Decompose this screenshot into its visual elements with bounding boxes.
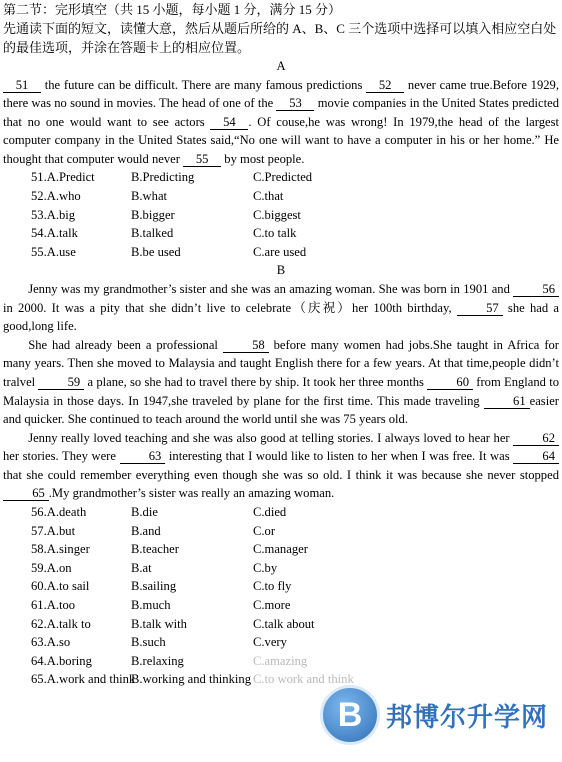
option-c[interactable]: C.that	[253, 189, 284, 204]
section-header: 第二节：完形填空（共 15 小题，每小题 1 分，满分 15 分）	[3, 2, 342, 17]
option-a-label: A.death	[46, 505, 87, 520]
question-number: 56.	[31, 505, 47, 520]
passage-b-p2-text-4: easier and quicker. She continued to teach around the world until she was 75 years old.	[3, 393, 559, 427]
question-number: 52.	[31, 189, 47, 204]
passage-b-p3-text-3: that she could remember everything even though she was so old. I think it was because she never stopped	[3, 467, 559, 482]
option-b[interactable]: B.Predicting	[131, 170, 195, 185]
blank-54[interactable]: 54	[210, 115, 248, 130]
option-row	[3, 559, 559, 578]
passage-b-paragraph-3	[3, 429, 559, 503]
blank-57[interactable]: 57	[457, 301, 503, 316]
option-a-label: A.talk to	[46, 616, 91, 631]
passage-b-p1-text-0: Jenny was my grandmother’s sister and she was an amazing woman. She was born in 1901 and	[28, 281, 510, 296]
option-a-label: A.too	[46, 598, 76, 613]
option-b[interactable]: B.sailing	[131, 579, 177, 594]
question-number: 55.	[31, 244, 47, 259]
passage-b-p2-text-3: from England to Malaysia in those days. In 1947,she traveled by plane for the first time. This made traveling	[3, 374, 560, 408]
option-c[interactable]: C.biggest	[253, 207, 301, 222]
option-b[interactable]: B.what	[131, 189, 168, 204]
watermark-logo-icon: B	[320, 685, 380, 745]
blank-53[interactable]: 53	[276, 96, 314, 111]
passage-a-text-1: never came true.Before 1929, there was no sound in movies. The head of one of the	[3, 77, 560, 111]
option-a-label: A.who	[46, 189, 81, 204]
passage-a-text-4: by most people.	[224, 151, 305, 166]
option-a[interactable]	[31, 540, 131, 559]
option-a[interactable]	[31, 615, 131, 634]
question-number: 59.	[31, 560, 47, 575]
option-c[interactable]: C.by	[253, 560, 278, 575]
passage-a-text-3: . Of couse,he was wrong! In 1979,the head of the largest computer company in the United States said,“No one will want to have a computer in his or her home.” He thought that computer would never	[3, 114, 559, 166]
option-row	[3, 224, 559, 243]
option-c[interactable]: C.to talk	[253, 226, 297, 241]
option-a[interactable]	[31, 633, 131, 652]
option-b[interactable]: B.die	[131, 505, 158, 520]
option-b[interactable]: B.bigger	[131, 207, 175, 222]
watermark	[320, 685, 548, 745]
option-a[interactable]	[31, 559, 131, 578]
option-row	[3, 577, 559, 596]
option-a[interactable]	[31, 206, 131, 225]
passage-b-p3-text-4: .My grandmother’s sister was really an amazing woman.	[48, 486, 335, 501]
instructions: 先通读下面的短文，读懂大意，然后从题后所给的 A、B、C 三个选项中选择可以填入相应空白处的最佳选项，并涂在答题卡上的相应位置。	[3, 21, 557, 55]
option-a-label: A.talk	[46, 226, 78, 241]
option-b[interactable]: B.talk with	[131, 616, 187, 631]
option-b[interactable]: B.teacher	[131, 542, 179, 557]
document-page	[3, 0, 559, 689]
option-row	[3, 522, 559, 541]
option-a-label: A.but	[46, 523, 76, 538]
passage-b-paragraph-2	[3, 336, 559, 429]
question-number: 63.	[31, 635, 47, 650]
passage-b-p1-text-2: she had a good,long life.	[3, 300, 560, 334]
option-a-label: A.boring	[46, 653, 92, 668]
watermark-text: 邦博尔升学网	[385, 702, 548, 733]
option-c[interactable]: C.more	[253, 598, 291, 613]
option-a-label: A.big	[46, 207, 76, 222]
blank-58[interactable]: 58	[223, 338, 269, 353]
option-a-label: A.Predict	[46, 170, 95, 185]
blank-51[interactable]: 51	[3, 78, 41, 93]
option-row	[3, 243, 559, 262]
option-a[interactable]	[31, 652, 131, 671]
option-b[interactable]: B.at	[131, 560, 152, 575]
passage-b-p3-text-0: Jenny really loved teaching and she was also good at telling stories. I always loved to hear her	[28, 430, 510, 445]
option-a[interactable]	[31, 243, 131, 262]
blank-64[interactable]: 64	[513, 449, 559, 464]
option-row	[3, 168, 559, 187]
question-number: 60.	[31, 579, 47, 594]
passage-b-p3-text-2: interesting that I would like to listen to her when I was free. It was	[168, 449, 510, 464]
option-c[interactable]: C.manager	[253, 542, 308, 557]
option-c[interactable]: C.to work and think	[253, 672, 354, 687]
option-row	[3, 206, 559, 225]
question-number: 57.	[31, 523, 47, 538]
question-number: 54.	[31, 226, 47, 241]
option-c[interactable]: C.amazing	[253, 653, 308, 668]
option-row	[3, 540, 559, 559]
option-b[interactable]: B.relaxing	[131, 653, 184, 668]
blank-52[interactable]: 52	[366, 78, 404, 93]
passage-b-p3-text-1: her stories. They were	[3, 449, 116, 464]
option-a-label: A.use	[46, 244, 76, 259]
option-a-label: A.work and think	[46, 672, 136, 687]
option-a[interactable]	[31, 522, 131, 541]
option-row	[3, 187, 559, 206]
blank-65[interactable]: 65	[3, 486, 49, 501]
question-number: 62.	[31, 616, 47, 631]
option-a[interactable]	[31, 168, 131, 187]
passage-a-text-2: movie companies in the United States predicted that no one would want to see actors	[3, 96, 559, 129]
passage-a-options	[3, 168, 559, 261]
question-number: 58.	[31, 542, 47, 557]
option-c[interactable]: C.are used	[253, 244, 307, 259]
option-a-label: A.so	[46, 635, 71, 650]
option-a[interactable]	[31, 224, 131, 243]
option-b[interactable]: B.such	[131, 635, 166, 650]
option-row	[3, 615, 559, 634]
passage-b-p1-text-1: in 2000. It was a pity that she didn’t live to celebrate（庆祝）her 100th birthday,	[3, 300, 452, 315]
option-a[interactable]	[31, 596, 131, 615]
option-a-label: A.singer	[46, 542, 90, 557]
option-c[interactable]: C.or	[253, 523, 276, 538]
passage-b-title: B	[276, 263, 286, 278]
blank-55[interactable]: 55	[183, 152, 221, 167]
passage-a-text	[3, 76, 559, 169]
option-a[interactable]	[31, 577, 131, 596]
blank-62[interactable]: 62	[513, 431, 559, 446]
question-number: 53.	[31, 207, 47, 222]
blank-63[interactable]: 63	[120, 449, 166, 464]
passage-a-title: A	[276, 59, 286, 73]
option-a[interactable]	[31, 187, 131, 206]
option-c[interactable]: C.died	[253, 505, 287, 520]
blank-60[interactable]: 60	[427, 375, 473, 390]
passage-b-p2-text-0: She had already been a professional	[28, 337, 218, 352]
blank-56[interactable]: 56	[513, 282, 559, 297]
passage-b-options	[3, 503, 559, 689]
option-c[interactable]: C.talk about	[253, 616, 315, 631]
question-number: 51.	[31, 170, 47, 185]
option-row	[3, 633, 559, 652]
option-a-label: A.to sail	[46, 579, 90, 594]
question-number: 64.	[31, 653, 47, 668]
option-c[interactable]: C.very	[253, 635, 287, 650]
option-row	[3, 503, 559, 522]
option-a[interactable]	[31, 670, 136, 689]
option-b[interactable]: B.be used	[131, 244, 181, 259]
option-a-label: A.on	[46, 560, 72, 575]
blank-61[interactable]: 61	[484, 394, 530, 409]
option-b[interactable]: B.talked	[131, 226, 174, 241]
option-row	[3, 652, 559, 671]
passage-a-text-0: the future can be difficult. There are many famous predictions	[44, 77, 363, 92]
option-b[interactable]: B.much	[131, 598, 171, 613]
option-b[interactable]: B.and	[131, 523, 161, 538]
passage-b-p2-text-2: a plane, so she had to travel there by ship. It took her three months	[87, 374, 424, 389]
option-c[interactable]: C.Predicted	[253, 170, 313, 185]
option-b[interactable]: B.working and thinking	[131, 672, 251, 687]
passage-b-p2-text-1: before many women had jobs.She taught in Africa for many years. Then she moved to Malaysia and taught English there for a few years. At that time,people didn’t tralvel	[3, 337, 560, 389]
option-a[interactable]	[31, 503, 131, 522]
option-row	[3, 596, 559, 615]
passage-b-paragraph-1	[3, 280, 559, 336]
blank-59[interactable]: 59	[38, 375, 84, 390]
question-number: 65.	[31, 672, 47, 687]
option-c[interactable]: C.to fly	[253, 579, 292, 594]
question-number: 61.	[31, 598, 47, 613]
